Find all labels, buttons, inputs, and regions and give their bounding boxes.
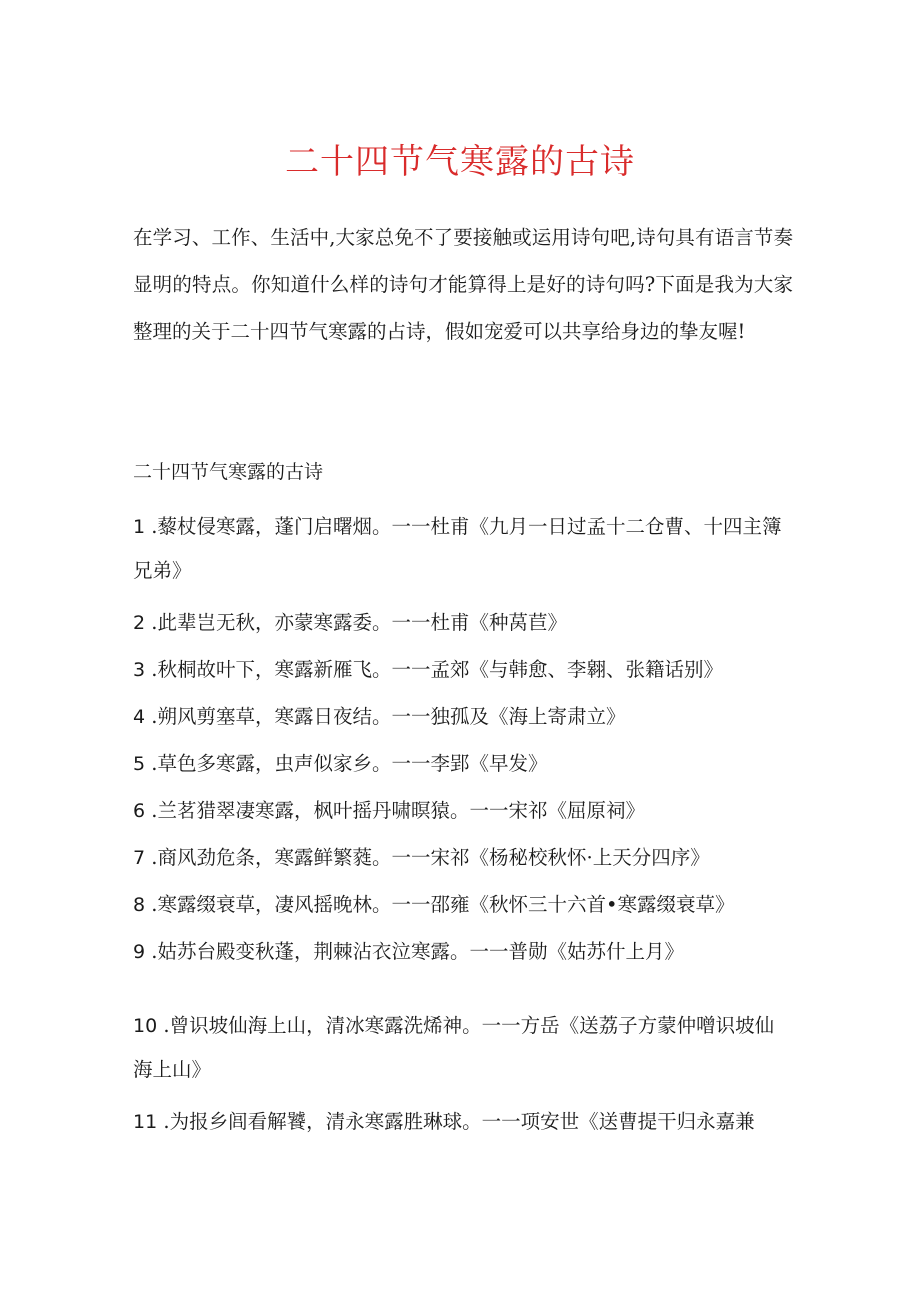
poem-number: 3 xyxy=(133,659,146,681)
poem-item xyxy=(133,930,793,974)
poem-text: .商风劲危条，寒露鲜繁蕤。一一宋祁《杨秘校秋怀·上天分四序》 xyxy=(145,846,710,869)
poem-text: .藜杖侵寒露，蓬门启曙烟。一一杜甫《九月一日过孟十二仓曹、十四主簿兄弟》 xyxy=(133,515,782,582)
poem-item xyxy=(133,648,793,692)
poem-item xyxy=(133,505,793,593)
poem-item xyxy=(133,789,793,833)
poem-number: 7 xyxy=(133,847,146,869)
poem-number: 11 xyxy=(133,1111,158,1133)
poem-item xyxy=(133,742,793,786)
poem-number: 1 xyxy=(133,516,146,538)
intro-paragraph: 在学习、工作、生活中,大家总免不了要接触或运用诗句吧,诗句具有语言节奏显明的特点。你知道什么样的诗句才能算得上是好的诗句吗?下面是我为大家整理的关于二十四节气寒露的占诗，假如宠爱可以共享给身边的挚友喔! xyxy=(133,226,793,343)
poem-text: .草色多寒露，虫声似家乡。一一李郢《早发》 xyxy=(145,752,548,775)
poem-text: .此辈岂无秋，亦蒙寒露委。一一杜甫《种莴苣》 xyxy=(145,611,567,634)
poem-number: 9 xyxy=(133,941,146,963)
poem-number: 5 xyxy=(133,753,146,775)
poem-item xyxy=(133,695,793,739)
poem-item xyxy=(133,836,793,880)
poem-number: 4 xyxy=(133,706,146,728)
poem-text: .姑苏台殿变秋蓬，荆棘沾衣泣寒露。一一普勋《姑苏什上月》 xyxy=(145,940,684,963)
section-heading: 二十四节气寒露的古诗 xyxy=(133,461,324,483)
poem-text: .为报乡闾看解饕，清永寒露胜琳球。一一项安世《送曹提干归永嘉兼 xyxy=(157,1110,755,1133)
poem-text: .秋桐故叶下，寒露新雁飞。一一孟郊《与韩愈、李翱、张籍话别》 xyxy=(145,658,723,681)
poem-text: .曾识坡仙海上山，清冰寒露洗烯神。一一方岳《送荔子方蒙仲噌识坡仙海上山》 xyxy=(133,1014,775,1081)
poem-number: 2 xyxy=(133,612,146,634)
poem-text: .寒露缀衰草，凄风摇晚林。一一邵雍《秋怀三十六首•寒露缀衰草》 xyxy=(145,893,735,916)
page-title: 二十四节气寒露的古诗 xyxy=(285,142,635,182)
poem-text: .兰茗猎翠凄寒露，枫叶摇丹啸暝猿。一一宋祁《屈原祠》 xyxy=(145,799,645,822)
poem-item xyxy=(133,883,793,927)
poem-number: 8 xyxy=(133,894,146,916)
poem-item xyxy=(133,1100,793,1144)
poem-item xyxy=(133,601,793,645)
poem-text: .朔风剪塞草，寒露日夜结。一一独孤及《海上寄肃立》 xyxy=(145,705,626,728)
poem-number: 6 xyxy=(133,800,146,822)
poem-number: 10 xyxy=(133,1015,158,1037)
poem-item xyxy=(133,1004,793,1092)
